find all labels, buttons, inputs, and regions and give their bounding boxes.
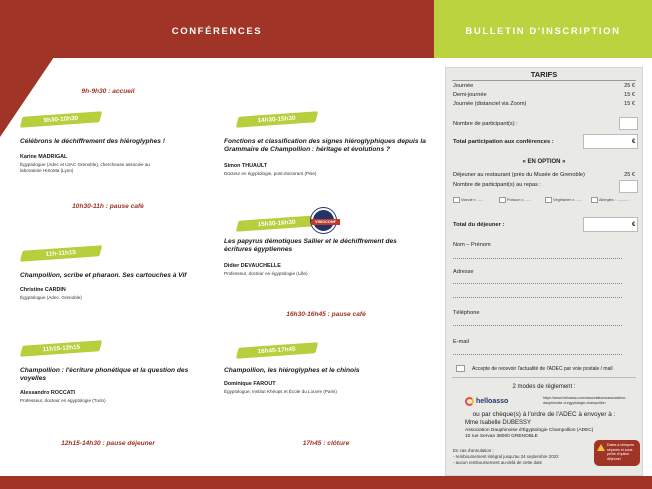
footer-bar [0, 476, 652, 489]
talk-1 [20, 138, 210, 174]
telephone-field[interactable] [453, 325, 622, 326]
talk-5 [224, 238, 419, 277]
adresse-field-2[interactable] [453, 297, 622, 298]
total-dej-input[interactable] [583, 217, 638, 232]
bulletin-title: BULLETIN D'INSCRIPTION [465, 26, 621, 37]
talk-4 [224, 138, 429, 177]
nom-field[interactable] [453, 258, 622, 259]
diet-checkbox[interactable]: Viande x ...... [453, 197, 483, 203]
bulletin-header [434, 0, 652, 58]
talk-title: Champollion, les hiéroglyphes et le chinois [224, 367, 360, 374]
talk-speaker: Karine MADRIGAL [20, 154, 68, 161]
annulation-line-1: - remboursement intégral jusqu'au 24 septembre 2022 [453, 454, 559, 459]
registration-form [445, 67, 643, 476]
helloasso-logo[interactable]: helloasso [465, 397, 508, 406]
time-tag: 15h30-16h30 [236, 215, 318, 231]
time-tag: 9h30-10h30 [20, 111, 102, 127]
talk-title: Fonctions et classification des signes hiéroglyphiques depuis la Grammaire de Champollion : héritage et évolutions ? [224, 138, 426, 154]
nom-label: Nom – Prénom [453, 242, 491, 248]
conferences-title: CONFÉRENCES [171, 26, 263, 37]
telephone-label: Téléphone [453, 310, 480, 316]
accept-checkbox[interactable] [456, 365, 465, 372]
pause-dejeuner: 12h15-14h30 : pause déjeuner [61, 440, 155, 447]
participants-label: Nombre de participant(s) : [453, 121, 518, 127]
diet-checkbox[interactable]: Allergies : ............ [591, 197, 629, 203]
talk-2 [20, 272, 220, 301]
euro-sign: € [632, 139, 636, 145]
recipient-address: 10 rue Servan 38000 GRENOBLE [465, 434, 538, 439]
participants-repas-label: Nombre de participant(s) au repas : [453, 182, 541, 188]
time-tag: 11h-11h15 [20, 245, 102, 261]
talk-affiliation: Professeur, docteur en égyptologie (Turin) [20, 397, 106, 403]
warning-box: Dates à chèques séparés et sous peine d'option déjeuner [594, 440, 640, 466]
talk-affiliation: Égyptologue (Adec, Grenoble) [20, 295, 82, 301]
pause-cafe-1: 10h30-11h : pause café [72, 203, 144, 210]
talk-title: Champollion : l'écriture phonétique et la question des voyelles [20, 367, 189, 383]
cheque-label: ou par chèque(s) à l'ordre de l'ADEC à envoyer à : [472, 411, 616, 418]
modes-label: 2 modes de règlement : [512, 384, 576, 390]
time-tag: 11h15-12h15 [20, 340, 102, 356]
helloasso-icon [465, 397, 474, 406]
annulation-title: En cas d'annulation : [453, 448, 494, 453]
euro-sign: € [632, 222, 636, 228]
annulation-line-2: - aucun remboursement au-delà de cette date [453, 460, 543, 465]
diet-checkbox[interactable]: Poisson x ...... [499, 197, 531, 203]
conferences-header [0, 0, 434, 58]
talk-title: Célébrons le déchiffrement des hiéroglyphes ! [20, 138, 165, 145]
talk-speaker: Didier DEVAUCHELLE [224, 262, 281, 269]
divider [452, 80, 636, 81]
accept-label: Accepte de recevoir l'actualité de l'ADEC par voie postale / mail [472, 366, 613, 372]
tarif-row: Journée 25 € [453, 83, 635, 89]
email-label: E-mail [453, 339, 469, 345]
tarifs-title: TARIFS [530, 70, 558, 79]
talk-affiliation: Professeur, docteur en égyptologie (Lille) [224, 270, 308, 276]
talk-6 [224, 367, 424, 395]
pause-cafe-2: 16h30-16h45 : pause café [286, 311, 366, 318]
talk-title: Les papyrus démotiques Sallier et le déchiffrement des écritures égyptiennes [224, 238, 397, 254]
warning-icon [597, 444, 605, 451]
dejeuner-row: Déjeuner au restaurant (près du Musée de Grenoble) 25 € [453, 172, 635, 178]
visioconf-badge: VISIOCONF [311, 208, 336, 233]
talk-affiliation: Docteur en égyptologie, post-doctorant (Pise) [224, 170, 317, 176]
time-tag: 16h45-17h45 [236, 342, 318, 358]
total-conf-label: Total participation aux conférences : [453, 139, 554, 145]
diet-checkbox[interactable]: Végétarien x ...... [545, 197, 582, 203]
recipient-name: Mme Isabelle DUBESSY [465, 420, 532, 426]
cloture-time: 17h45 : clôture [302, 440, 350, 447]
helloasso-url[interactable]: https://www.helloasso.com/associations/association-dauphinoise-d-egyptologie-champollion [543, 396, 627, 405]
total-conf-input[interactable] [583, 134, 638, 149]
talk-affiliation: Égyptologue (Adec et UIAC Grenoble), chercheuse associée au laboratoire HiSoMa (Lyon) [20, 162, 150, 174]
tarif-row: Journée (distanciel via Zoom) 15 € [453, 101, 635, 107]
option-title: « EN OPTION » [522, 159, 566, 165]
talk-title: Champollion, scribe et pharaon. Ses cartouches à Vif [20, 272, 187, 279]
diet-options [453, 197, 635, 206]
accueil-time: 9h-9h30 : accueil [81, 88, 135, 95]
time-tag: 14h30-15h30 [236, 111, 318, 127]
total-dej-label: Total du déjeuner : [453, 222, 505, 228]
adresse-label: Adresse [453, 269, 474, 275]
participants-repas-input[interactable] [619, 180, 638, 193]
talk-3 [20, 367, 190, 404]
divider [452, 377, 636, 378]
recipient-assoc: Association Dauphinoise d'Égyptologie Champollion (ADEC) [465, 428, 594, 433]
tarif-row: Demi-journée 15 € [453, 92, 635, 98]
talk-affiliation: Égyptologue, Institut Khéops et École du Louvre (Paris) [224, 389, 337, 395]
talk-speaker: Dominique FAROUT [224, 381, 276, 388]
talk-speaker: Christine CARDIN [20, 287, 66, 294]
talk-speaker: Alessandro ROCCATI [20, 389, 76, 396]
program-section [0, 58, 434, 474]
participants-input[interactable] [619, 117, 638, 130]
email-field[interactable] [453, 354, 622, 355]
talk-speaker: Simon THUAULT [224, 162, 268, 169]
adresse-field-1[interactable] [453, 283, 622, 284]
